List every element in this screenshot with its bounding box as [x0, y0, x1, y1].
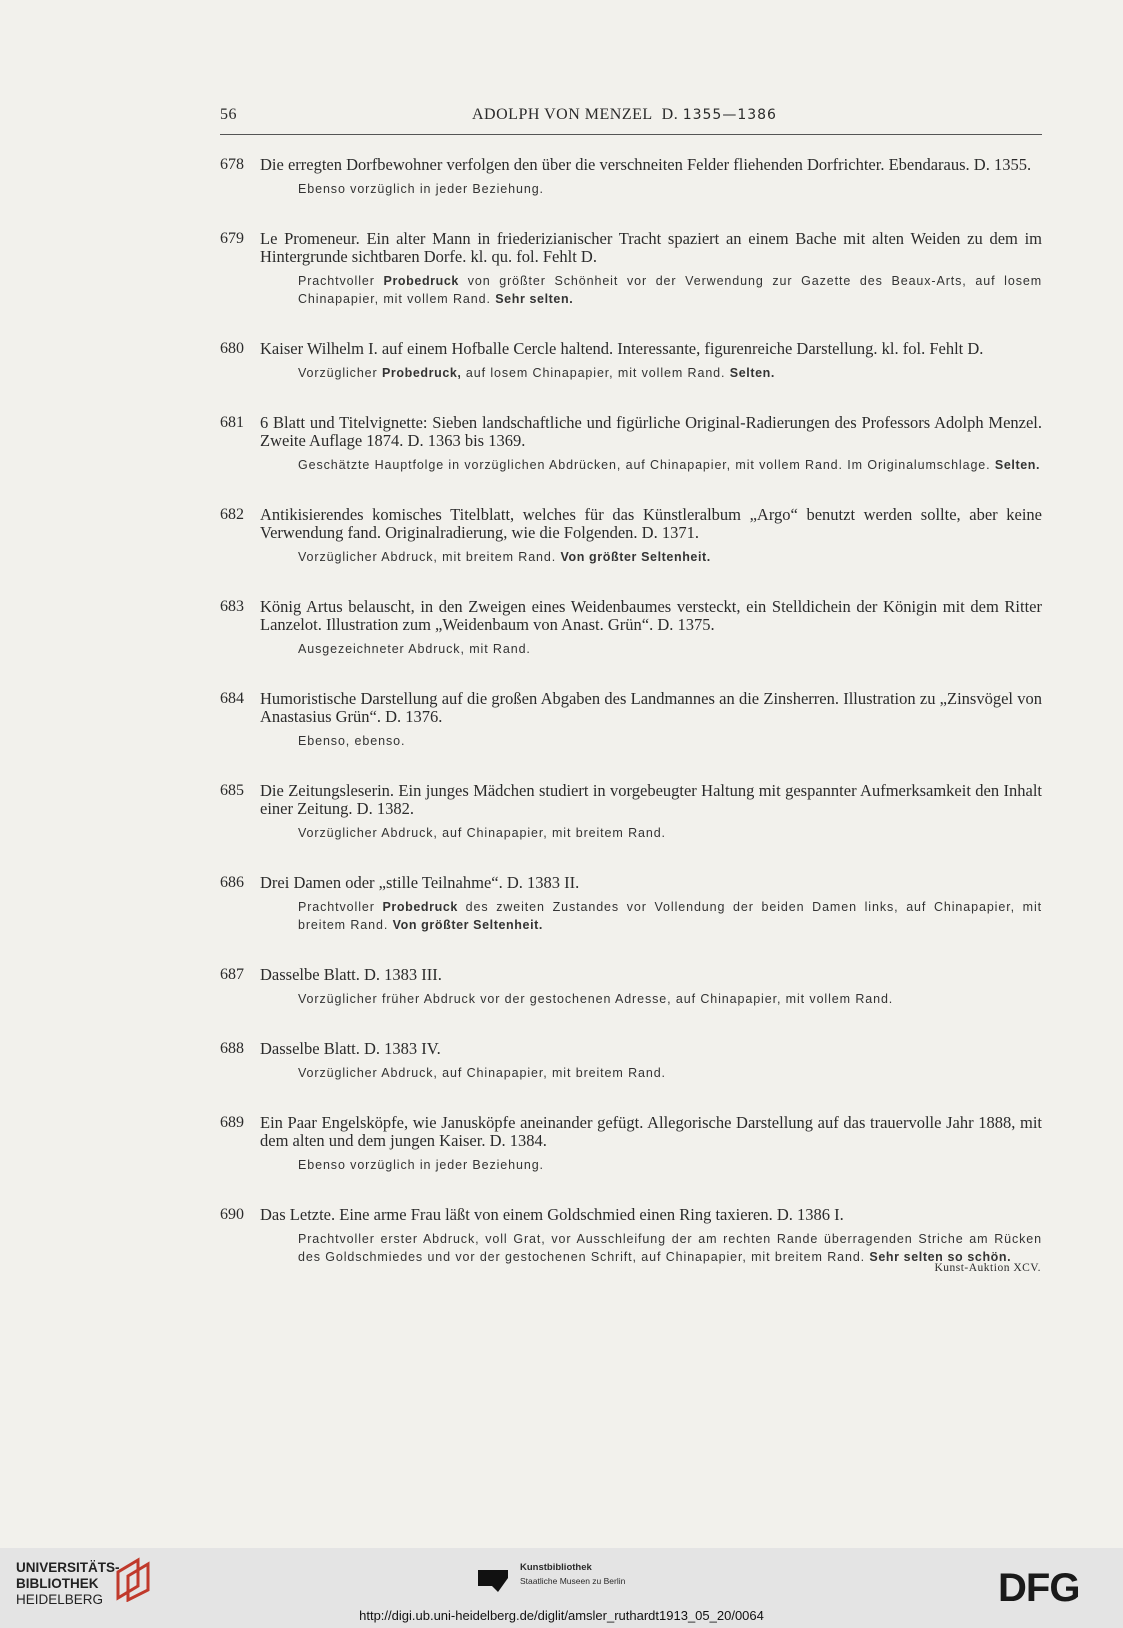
kb-title: Kunstbibliothek	[520, 1562, 592, 1573]
note-text: Vorzüglicher Abdruck, auf Chinapapier, mit breitem Rand.	[298, 1066, 666, 1080]
lot-number: 684	[220, 690, 244, 707]
lot-number: 678	[220, 156, 244, 173]
lot-condition-note	[298, 640, 1042, 658]
lot-condition-note	[298, 990, 1042, 1008]
lot-condition-note	[298, 732, 1042, 750]
lot-description: Drei Damen oder „stille Teilnahme“. D. 1383 II.	[260, 873, 580, 892]
lot-condition-note	[298, 272, 1042, 308]
lot-number: 689	[220, 1114, 244, 1131]
note-text: Vorzüglicher Abdruck, mit breitem Rand.	[298, 550, 561, 564]
lot-number: 687	[220, 966, 244, 983]
lot-condition-note	[298, 1064, 1042, 1082]
note-text: des zweiten Zustandes vor Vollendung der beiden Damen links, auf Chinapapier, mit breitem Rand.	[298, 900, 1043, 932]
lot-number: 690	[220, 1206, 244, 1223]
lot-number: 682	[220, 506, 244, 523]
note-emphasis: Sehr selten.	[495, 292, 574, 306]
lot-condition-note	[298, 456, 1042, 474]
lot-condition-note	[298, 180, 1042, 198]
lot-condition-note	[298, 548, 1042, 566]
ub-line-1: UNIVERSITÄTS-	[16, 1560, 120, 1575]
page-number: 56	[220, 106, 237, 123]
note-text: Geschätzte Hauptfolge in vorzüglichen Abdrücken, auf Chinapapier, mit vollem Rand. Im Originalumschlage.	[298, 458, 995, 472]
lot-number: 679	[220, 230, 244, 247]
catalog-entry	[220, 340, 1042, 382]
note-text: von größter Schönheit vor der Verwendung zur Gazette des Beaux-Arts, auf losem Chinapapier, mit vollem Rand.	[298, 274, 1043, 306]
note-emphasis: Probedruck,	[381, 366, 462, 380]
lot-condition-note	[298, 364, 1042, 382]
catalog-entry	[220, 782, 1042, 842]
lot-number: 680	[220, 340, 244, 357]
lot-description: 6 Blatt und Titelvignette: Sieben landschaftliche und figürliche Original-Radierungen des Professors Adolph Menzel. Zweite Auflage 1874. D. 1363 bis 1369.	[260, 413, 1042, 450]
header-title	[472, 106, 777, 124]
catalog-entry	[220, 414, 1042, 474]
lot-description: Die erregten Dorfbewohner verfolgen den über die verschneiten Felder fliehenden Dorfrichter. Ebendaraus. D. 1355.	[260, 155, 1032, 174]
lot-description: Dasselbe Blatt. D. 1383 IV.	[260, 1039, 441, 1058]
note-emphasis: Selten.	[729, 366, 775, 380]
note-emphasis: Selten.	[994, 458, 1041, 472]
note-text: auf losem Chinapapier, mit vollem Rand.	[461, 366, 730, 380]
note-text: Prachtvoller	[298, 274, 384, 288]
catalog-entry	[220, 1206, 1042, 1266]
catalog-signature: Kunst-Auktion XCV.	[934, 1262, 1041, 1274]
note-emphasis: Von größter Seltenheit.	[392, 918, 543, 932]
catalog-entry	[220, 690, 1042, 750]
catalog-entries	[220, 156, 1042, 1298]
lot-description: Humoristische Darstellung auf die großen Abgaben des Landmannes an die Zinsherren. Illustration zu „Zinsvögel von Anastasius Grün“. D. 1376.	[260, 689, 1042, 726]
lot-number: 685	[220, 782, 244, 799]
ub-line-3: HEIDELBERG	[16, 1592, 104, 1607]
catalog-entry	[220, 874, 1042, 934]
note-text: Vorzüglicher Abdruck, auf Chinapapier, mit breitem Rand.	[298, 826, 666, 840]
lot-number: 683	[220, 598, 244, 615]
header-range: 1355—1386	[682, 107, 777, 123]
ub-heidelberg-emblem-icon	[112, 1554, 156, 1602]
lot-description: Dasselbe Blatt. D. 1383 III.	[260, 965, 442, 984]
lot-description: Ein Paar Engelsköpfe, wie Janusköpfe aneinander gefügt. Allegorische Darstellung auf das trauervolle Jahr 1888, mit dem alten und dem jungen Kaiser. D. 1384.	[260, 1113, 1042, 1150]
note-text: Ausgezeichneter Abdruck, mit Rand.	[298, 642, 531, 656]
dfg-logo[interactable]: DFG	[998, 1566, 1080, 1610]
lot-description: König Artus belauscht, in den Zweigen eines Weidenbaumes versteckt, ein Stelldichein der Königin mit dem Ritter Lanzelot. Illustration zum „Weidenbaum von Anast. Grün“. D. 1375.	[260, 597, 1042, 634]
lot-condition-note	[298, 1156, 1042, 1174]
lot-number: 686	[220, 874, 244, 891]
ub-line-2: BIBLIOTHEK	[16, 1576, 99, 1591]
header-range-prefix: D.	[661, 106, 679, 123]
lot-condition-note	[298, 898, 1042, 934]
note-emphasis: Probedruck	[382, 900, 458, 914]
permalink-url[interactable]: http://digi.ub.uni-heidelberg.de/diglit/amsler_ruthardt1913_05_20/0064	[359, 1608, 764, 1623]
kb-subtitle: Staatliche Museen zu Berlin	[520, 1576, 626, 1586]
catalog-entry	[220, 1114, 1042, 1174]
note-text: Vorzüglicher früher Abdruck vor der gestochenen Adresse, auf Chinapapier, mit vollem Rand.	[298, 992, 894, 1006]
lot-number: 688	[220, 1040, 244, 1057]
lot-description: Le Promeneur. Ein alter Mann in friederizianischer Tracht spaziert an einem Bache mit alten Weiden zu dem im Hintergrunde sichtbaren Dorfe. kl. qu. fol. Fehlt D.	[260, 229, 1042, 266]
kunstbibliothek-mark-icon	[478, 1566, 512, 1592]
lot-description: Das Letzte. Eine arme Frau läßt von einem Goldschmied einen Ring taxieren. D. 1386 I.	[260, 1205, 844, 1224]
note-emphasis: Sehr selten so schön.	[869, 1250, 1012, 1264]
catalog-entry	[220, 230, 1042, 308]
lot-description: Antikisierendes komisches Titelblatt, welches für das Künstleralbum „Argo“ benutzt werden sollte, aber keine Verwendung fand. Originalradierung, wie die Folgenden. D. 1371.	[260, 505, 1042, 542]
note-text: Prachtvoller erster Abdruck, voll Grat, vor Ausschleifung der am rechten Rande überragenden Striche am Rücken des Goldschmiedes und vor der gestochenen Schrift, auf Chinapapier, mit breitem Rand.	[298, 1232, 1042, 1264]
viewer-footer	[0, 1548, 1123, 1628]
catalog-entry	[220, 1040, 1042, 1082]
lot-description: Die Zeitungsleserin. Ein junges Mädchen studiert in vorgebeugter Haltung mit gespannter Aufmerksamkeit den Inhalt einer Zeitung. D. 1382.	[260, 781, 1042, 818]
lot-description: Kaiser Wilhelm I. auf einem Hofballe Cercle haltend. Interessante, figurenreiche Darstellung. kl. fol. Fehlt D.	[260, 339, 984, 358]
note-text: Ebenso, ebenso.	[298, 734, 406, 748]
lot-condition-note	[298, 824, 1042, 842]
catalog-entry	[220, 598, 1042, 658]
catalog-entry	[220, 506, 1042, 566]
header-author: ADOLPH VON MENZEL	[472, 106, 653, 123]
note-emphasis: Probedruck	[383, 274, 459, 288]
note-emphasis: Von größter Seltenheit.	[560, 550, 711, 564]
note-text: Vorzüglicher	[298, 366, 382, 380]
catalog-entry	[220, 966, 1042, 1008]
running-header	[220, 104, 1042, 135]
note-text: Ebenso vorzüglich in jeder Beziehung.	[298, 1158, 544, 1172]
ub-heidelberg-logo-text[interactable]	[16, 1560, 120, 1608]
lot-number: 681	[220, 414, 244, 431]
note-text: Prachtvoller	[298, 900, 383, 914]
note-text: Ebenso vorzüglich in jeder Beziehung.	[298, 182, 544, 196]
catalog-entry	[220, 156, 1042, 198]
lot-condition-note	[298, 1230, 1042, 1266]
